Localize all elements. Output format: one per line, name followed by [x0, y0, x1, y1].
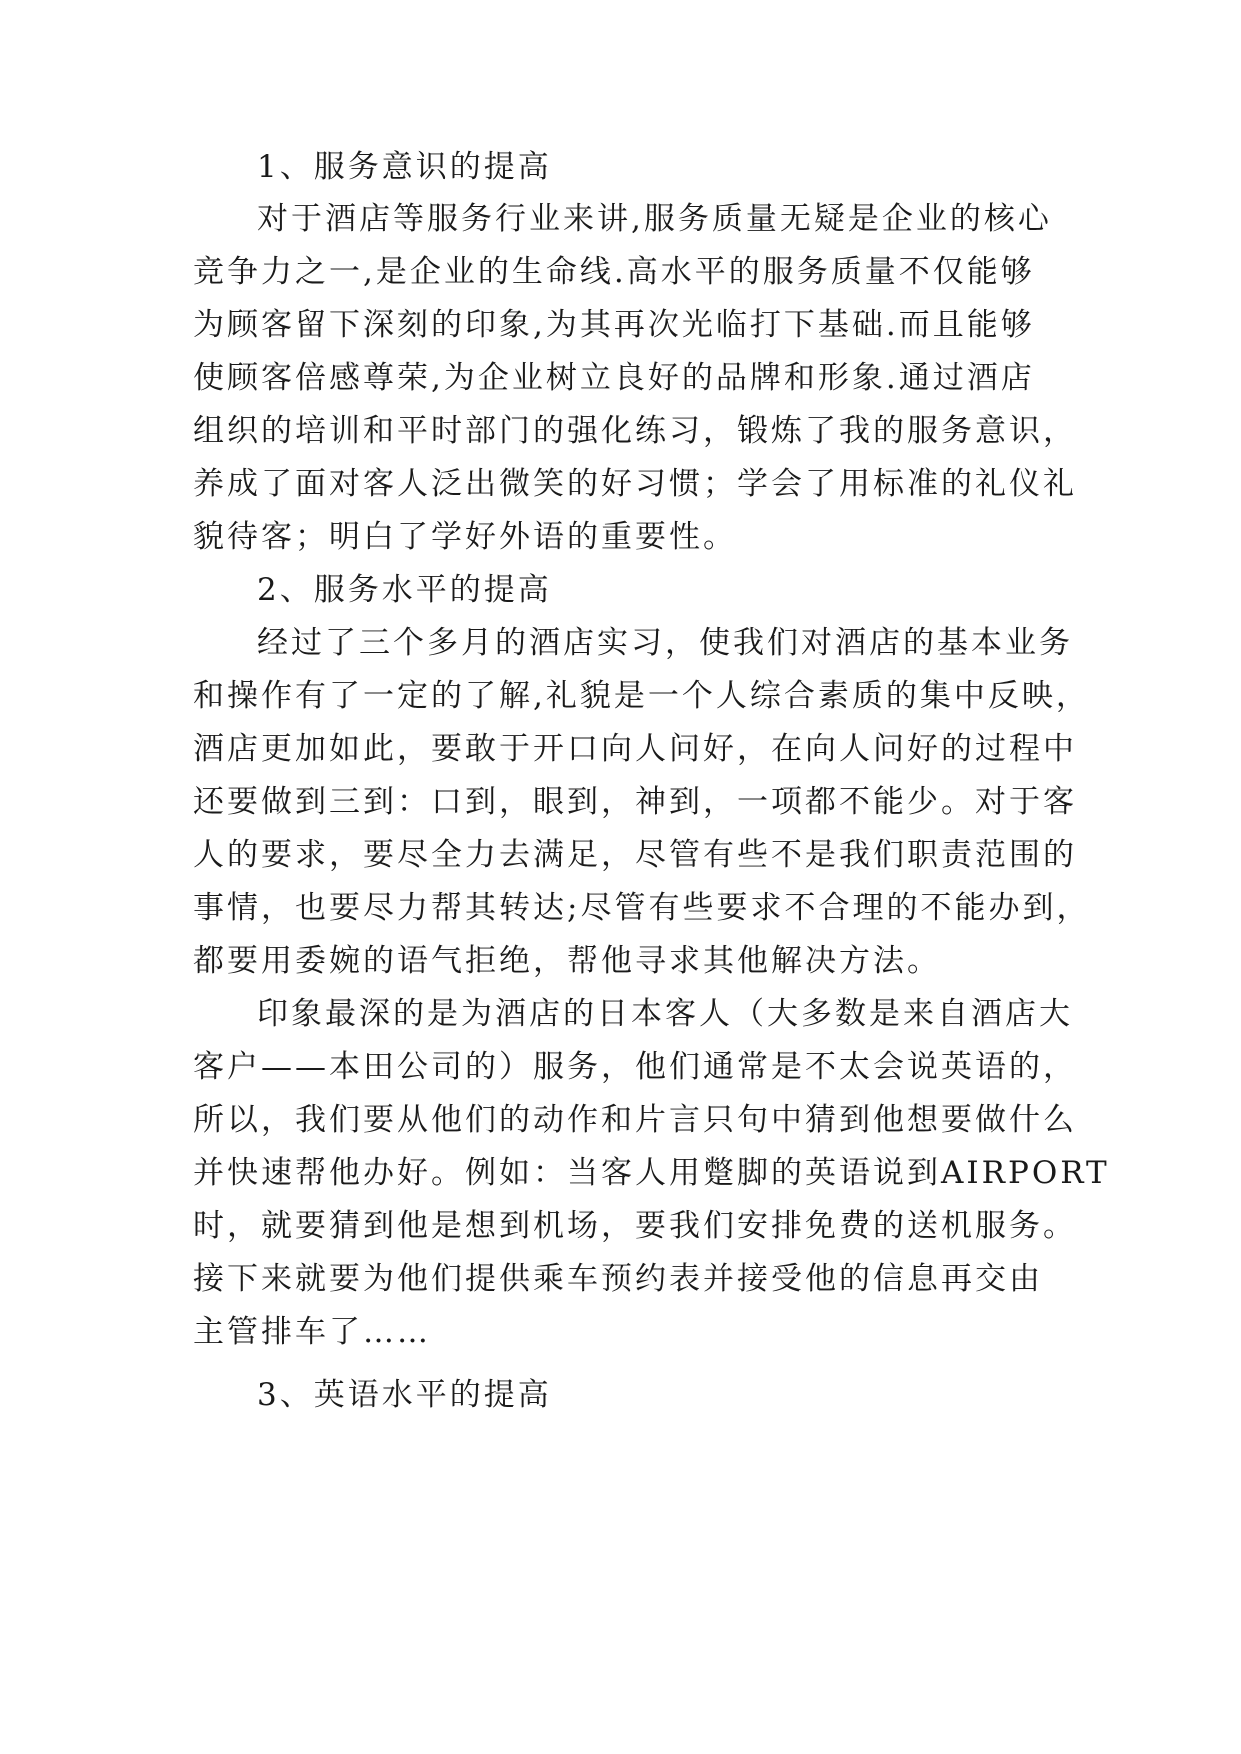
paragraph-line: 使顾客倍感尊荣,为企业树立良好的品牌和形象.通过酒店 [193, 360, 1035, 396]
paragraph-line: 竞争力之一,是企业的生命线.高水平的服务质量不仅能够 [193, 254, 1035, 290]
paragraph-line: 印象最深的是为酒店的日本客人（大多数是来自酒店大 [257, 996, 1073, 1032]
paragraph-line: 和操作有了一定的了解,礼貌是一个人综合素质的集中反映， [193, 678, 1090, 714]
paragraph-line: 养成了面对客人泛出微笑的好习惯；学会了用标准的礼仪礼 [193, 466, 1077, 502]
paragraph-line: 人的要求，要尽全力去满足，尽管有些不是我们职责范围的 [193, 837, 1077, 873]
paragraph-line: 时，就要猜到他是想到机场，要我们安排免费的送机服务。 [193, 1208, 1077, 1244]
paragraph-line: 经过了三个多月的酒店实习，使我们对酒店的基本业务 [257, 625, 1073, 661]
paragraph-line: 客户——本田公司的）服务，他们通常是不太会说英语的， [193, 1049, 1077, 1085]
paragraph-line: 事情，也要尽力帮其转达;尽管有些要求不合理的不能办到， [193, 890, 1091, 926]
paragraph-line: 组织的培训和平时部门的强化练习，锻炼了我的服务意识， [193, 413, 1077, 449]
paragraph-line: 所以，我们要从他们的动作和片言只句中猜到他想要做什么 [193, 1102, 1077, 1138]
paragraph-line: 为顾客留下深刻的印象,为其再次光临打下基础.而且能够 [193, 307, 1035, 343]
paragraph-line: 对于酒店等服务行业来讲,服务质量无疑是企业的核心 [257, 201, 1052, 237]
heading-service-level: 2、服务水平的提高 [257, 572, 552, 608]
paragraph-line: 都要用委婉的语气拒绝，帮他寻求其他解决方法。 [193, 943, 941, 979]
heading-service-awareness: 1、服务意识的提高 [257, 149, 552, 185]
paragraph-line: 并快速帮他办好。例如：当客人用蹩脚的英语说到AIRPORT [193, 1155, 1110, 1191]
paragraph-line: 貌待客；明白了学好外语的重要性。 [193, 519, 737, 555]
paragraph-line: 还要做到三到：口到，眼到，神到，一项都不能少。对于客 [193, 784, 1077, 820]
paragraph-line: 主管排车了…… [193, 1314, 431, 1350]
paragraph-line: 酒店更加如此，要敢于开口向人问好，在向人问好的过程中 [193, 731, 1077, 767]
paragraph-line: 接下来就要为他们提供乘车预约表并接受他的信息再交由 [193, 1261, 1043, 1297]
heading-english-level: 3、英语水平的提高 [257, 1377, 552, 1413]
